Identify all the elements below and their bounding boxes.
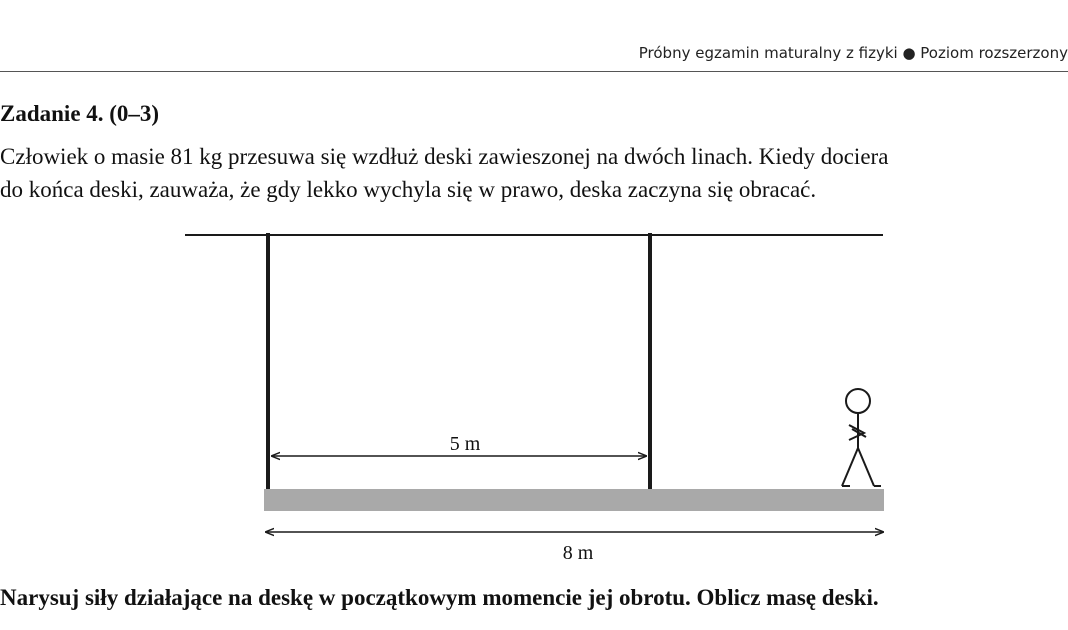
task-text-line-2: do końca deski, zauważa, że gdy lekko wychyla się w prawo, deska zaczyna się obracać. — [0, 177, 817, 202]
task-title: Zadanie 4. (0–3) — [0, 101, 160, 126]
task-instruction: Narysuj siły działające na deskę w początkowym momencie jej obrotu. Oblicz masę deski. — [0, 585, 879, 610]
page-header: Próbny egzamin maturalny z fizyki ● Poziom rozszerzony — [638, 44, 1068, 62]
task-text-line-1: Człowiek o masie 81 kg przesuwa się wzdłuż deski zawieszonej na dwóch linach. Kiedy dociera — [0, 144, 889, 169]
board — [264, 489, 884, 511]
rope-spacing-label: 5 m — [449, 433, 481, 455]
board-length-label: 8 m — [562, 542, 594, 564]
person-figure — [842, 389, 881, 486]
